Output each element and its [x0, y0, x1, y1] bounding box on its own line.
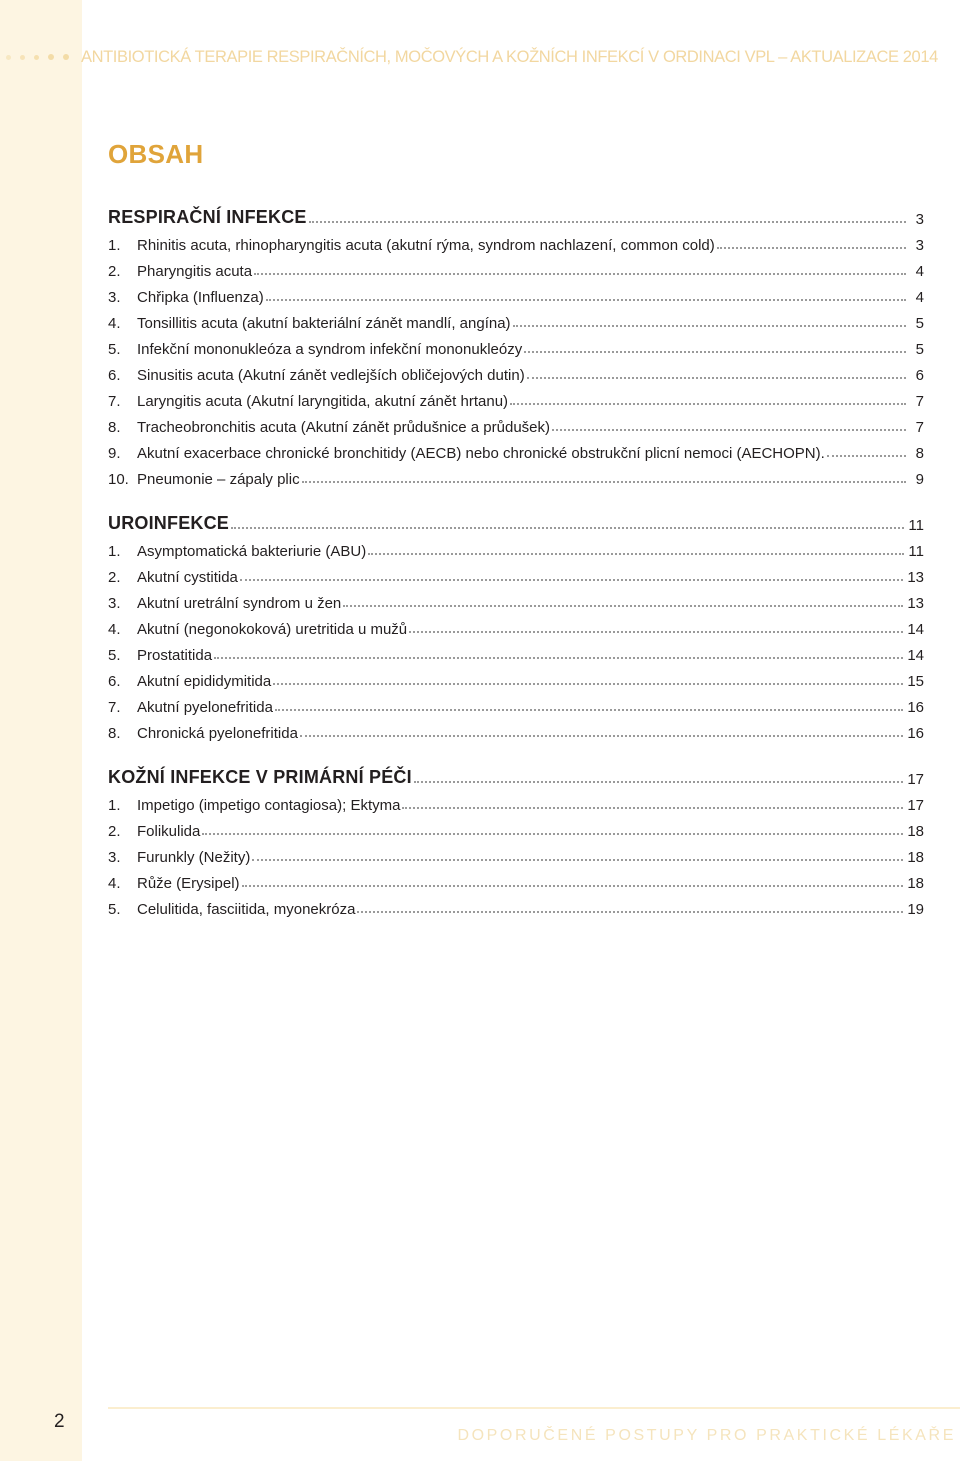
- toc-entry[interactable]: [108, 866, 924, 892]
- toc-entry-number: 8.: [108, 419, 121, 436]
- toc-entry[interactable]: [108, 690, 924, 716]
- toc-entry-label: Růže (Erysipel): [137, 875, 240, 892]
- toc-entry[interactable]: [108, 228, 924, 254]
- toc-entry-number: 5.: [108, 647, 121, 664]
- toc-page-number: 16: [907, 699, 924, 716]
- toc-entry-label: Asymptomatická bakteriurie (ABU): [137, 543, 367, 560]
- toc-entry-label: Akutní (negonokoková) uretritida u mužů: [137, 621, 408, 638]
- dot-leader: [510, 403, 906, 405]
- toc-page-number: 3: [915, 237, 924, 254]
- toc-page-number: 13: [907, 595, 924, 612]
- toc-section-entry[interactable]: [108, 198, 924, 228]
- toc-entry-label: Tonsillitis acuta (akutní bakteriální zánět mandlí, angína): [137, 315, 511, 332]
- toc-page-number: 18: [907, 823, 924, 840]
- toc-page-number: 18: [907, 875, 924, 892]
- toc-page-number: 4: [915, 263, 924, 280]
- dot-leader: [266, 299, 906, 301]
- toc-entry[interactable]: [108, 814, 924, 840]
- toc-entry-number: 1.: [108, 543, 121, 560]
- dot-leader: [357, 911, 903, 913]
- toc-entry-number: 1.: [108, 797, 121, 814]
- toc-entry-label: Sinusitis acuta (Akutní zánět vedlejších obličejových dutin): [137, 367, 525, 384]
- toc-entry-number: 9.: [108, 445, 121, 462]
- toc-entry-number: 8.: [108, 725, 121, 742]
- table-of-contents: [108, 198, 924, 934]
- toc-entry[interactable]: [108, 560, 924, 586]
- toc-entry-number: 3.: [108, 595, 121, 612]
- toc-entry-label: Rhinitis acuta, rhinopharyngitis acuta (akutní rýma, syndrom nachlazení, common cold): [137, 237, 715, 254]
- toc-entry-number: 4.: [108, 875, 121, 892]
- toc-entry[interactable]: [108, 716, 924, 742]
- toc-entry-number: 1.: [108, 237, 121, 254]
- side-bar: [0, 0, 82, 1461]
- dot-leader: [402, 807, 903, 809]
- header-dots: [6, 54, 69, 60]
- dot-leader: [309, 221, 906, 223]
- dot-leader: [524, 351, 906, 353]
- toc-page-number: 19: [907, 901, 924, 918]
- toc-page-number: 8: [915, 445, 924, 462]
- toc-entry[interactable]: [108, 254, 924, 280]
- toc-entry[interactable]: [108, 358, 924, 384]
- toc-entry[interactable]: [108, 788, 924, 814]
- dot-leader: [273, 683, 903, 685]
- dot-leader: [202, 833, 903, 835]
- toc-entry-label: Prostatitida: [137, 647, 213, 664]
- toc-page-number: 16: [907, 725, 924, 742]
- toc-entry-number: 4.: [108, 621, 121, 638]
- toc-entry-number: 2.: [108, 823, 121, 840]
- toc-entry[interactable]: [108, 462, 924, 488]
- toc-entry-label: Chronická pyelonefritida: [137, 725, 298, 742]
- toc-entry-label: Impetigo (impetigo contagiosa); Ektyma: [137, 797, 401, 814]
- toc-entry[interactable]: [108, 384, 924, 410]
- page-number: 2: [54, 1411, 65, 1432]
- toc-entry-label: Folikulida: [137, 823, 201, 840]
- header-title: ANTIBIOTICKÁ TERAPIE RESPIRAČNÍCH, MOČOVÝCH A KOŽNÍCH INFEKCÍ V ORDINACI VPL – AKTUALIZACE 2014: [81, 47, 938, 66]
- toc-page-number: 7: [915, 419, 924, 436]
- toc-page-number: 9: [915, 471, 924, 488]
- footer-text: DOPORUČENÉ POSTUPY PRO PRAKTICKÉ LÉKAŘE: [457, 1427, 956, 1444]
- dot-icon: [6, 55, 11, 60]
- dot-leader: [240, 579, 903, 581]
- toc-entry-label: Infekční mononukleóza a syndrom infekční mononukleózy: [137, 341, 523, 358]
- dot-icon: [48, 54, 54, 60]
- dot-leader: [214, 657, 903, 659]
- toc-entry[interactable]: [108, 892, 924, 918]
- toc-page-number: 14: [907, 647, 924, 664]
- toc-page-number: 5: [915, 341, 924, 358]
- toc-entry-label: Pneumonie – zápaly plic: [137, 471, 300, 488]
- toc-entry-label: Laryngitis acuta (Akutní laryngitida, akutní zánět hrtanu): [137, 393, 509, 410]
- toc-entry-label: Celulitida, fasciitida, myonekróza: [137, 901, 356, 918]
- toc-entry-label: Akutní uretrální syndrom u žen: [137, 595, 342, 612]
- dot-leader: [527, 377, 906, 379]
- toc-entry-number: 3.: [108, 289, 121, 306]
- dot-leader: [552, 429, 906, 431]
- dot-leader: [414, 781, 903, 783]
- toc-entry-number: 6.: [108, 673, 121, 690]
- toc-entry-number: 7.: [108, 393, 121, 410]
- toc-page-number: 11: [908, 517, 924, 534]
- dot-icon: [63, 54, 69, 60]
- toc-entry-label: Furunkly (Nežity): [137, 849, 251, 866]
- toc-entry-label: Akutní exacerbace chronické bronchitidy (AECB) nebo chronické obstrukční plicní nemoci (AECHOPN).: [137, 445, 825, 462]
- toc-entry[interactable]: [108, 664, 924, 690]
- dot-leader: [300, 735, 903, 737]
- toc-section: [108, 504, 924, 742]
- toc-entry-label: Akutní epididymitida: [137, 673, 272, 690]
- toc-entry-number: 3.: [108, 849, 121, 866]
- toc-page-number: 4: [915, 289, 924, 306]
- toc-section-title: UROINFEKCE: [108, 513, 230, 533]
- footer-divider: [108, 1407, 960, 1409]
- toc-entry[interactable]: [108, 534, 924, 560]
- toc-page-number: 6: [915, 367, 924, 384]
- dot-icon: [34, 55, 39, 60]
- toc-entry[interactable]: [108, 332, 924, 358]
- dot-leader: [231, 527, 904, 529]
- toc-entry[interactable]: [108, 280, 924, 306]
- toc-entry-number: 5.: [108, 341, 121, 358]
- toc-page-number: 13: [907, 569, 924, 586]
- toc-entry-label: Akutní cystitida: [137, 569, 238, 586]
- toc-entry-label: Chřipka (Influenza): [137, 289, 264, 306]
- toc-page-number: 7: [915, 393, 924, 410]
- toc-entry-number: 2.: [108, 263, 121, 280]
- toc-entry-number: 7.: [108, 699, 121, 716]
- dot-leader: [827, 455, 906, 457]
- toc-section: [108, 198, 924, 488]
- toc-entry-label: Tracheobronchitis acuta (Akutní zánět průdušnice a průdušek): [137, 419, 551, 436]
- dot-leader: [717, 247, 906, 249]
- dot-leader: [275, 709, 903, 711]
- toc-section-entry[interactable]: [108, 758, 924, 788]
- toc-page-number: 5: [915, 315, 924, 332]
- toc-page-number: 11: [908, 543, 924, 560]
- dot-leader: [368, 553, 904, 555]
- page-header: [0, 44, 960, 70]
- dot-leader: [242, 885, 904, 887]
- toc-entry[interactable]: [108, 306, 924, 332]
- toc-page-number: 17: [907, 771, 924, 788]
- toc-page-number: 14: [907, 621, 924, 638]
- toc-section: [108, 758, 924, 918]
- dot-leader: [252, 859, 903, 861]
- toc-section-entry[interactable]: [108, 504, 924, 534]
- toc-entry-number: 5.: [108, 901, 121, 918]
- toc-page-number: 3: [915, 211, 924, 228]
- toc-entry-number: 4.: [108, 315, 121, 332]
- toc-entry[interactable]: [108, 612, 924, 638]
- toc-entry[interactable]: [108, 410, 924, 436]
- dot-leader: [254, 273, 906, 275]
- toc-page-number: 17: [907, 797, 924, 814]
- toc-heading: OBSAH: [108, 139, 204, 169]
- toc-entry-label: Akutní pyelonefritida: [137, 699, 273, 716]
- toc-entry[interactable]: [108, 586, 924, 612]
- dot-leader: [409, 631, 903, 633]
- toc-section-title: RESPIRAČNÍ INFEKCE: [108, 207, 307, 227]
- toc-entry-number: 2.: [108, 569, 121, 586]
- toc-section-title: KOŽNÍ INFEKCE V PRIMÁRNÍ PÉČI: [108, 767, 412, 787]
- toc-entry[interactable]: [108, 638, 924, 664]
- toc-entry-number: 6.: [108, 367, 121, 384]
- dot-icon: [20, 55, 25, 60]
- dot-leader: [302, 481, 906, 483]
- toc-entry[interactable]: [108, 436, 924, 462]
- toc-entry-number: 10.: [108, 471, 129, 488]
- dot-leader: [343, 605, 903, 607]
- toc-entry-label: Pharyngitis acuta: [137, 263, 253, 280]
- toc-entry[interactable]: [108, 840, 924, 866]
- toc-page-number: 18: [907, 849, 924, 866]
- dot-leader: [513, 325, 906, 327]
- toc-page-number: 15: [907, 673, 924, 690]
